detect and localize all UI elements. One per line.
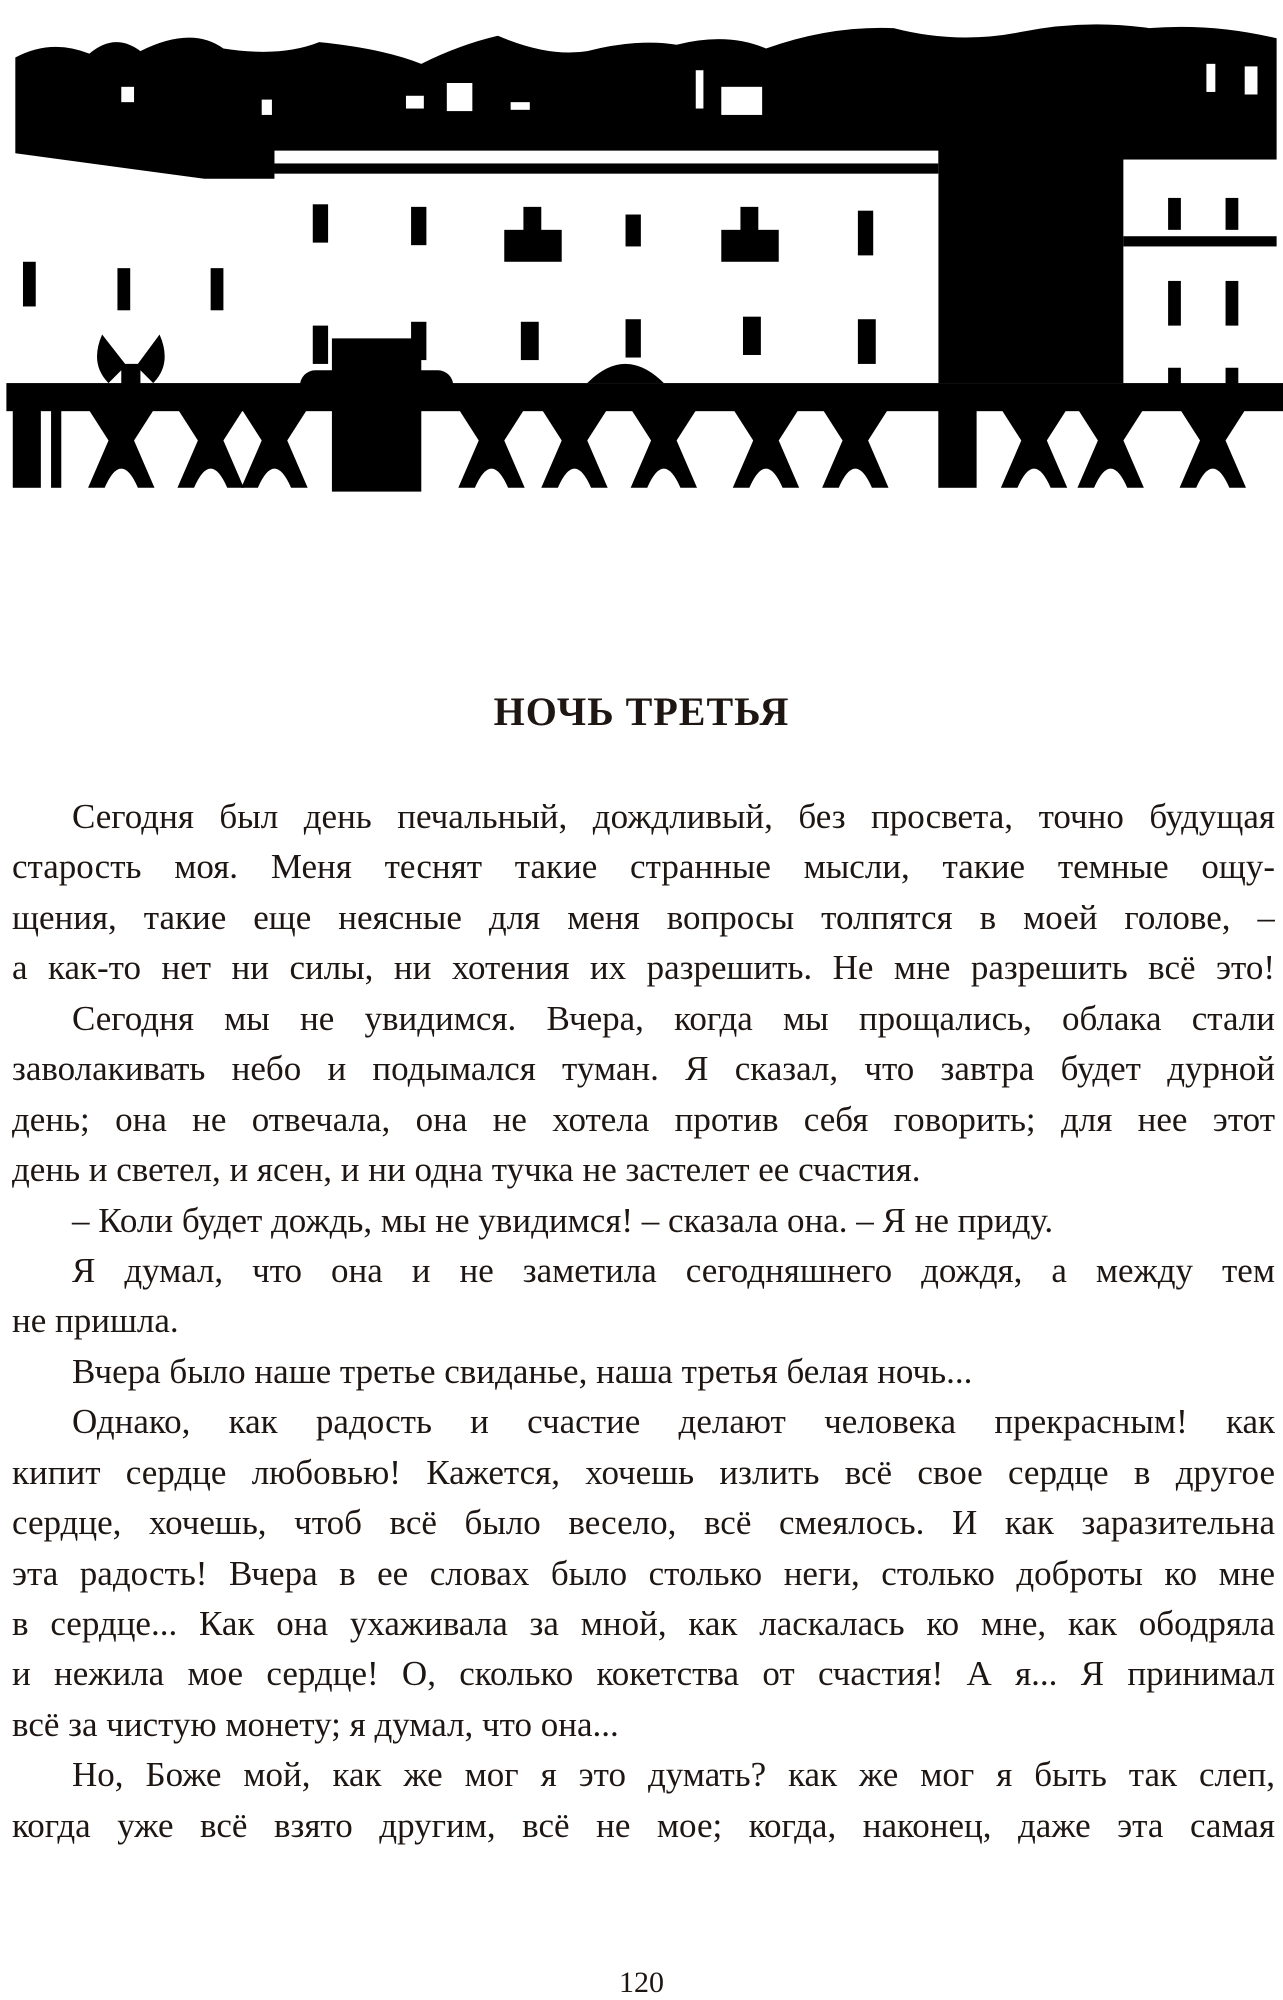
text-line: кипит сердце любовью! Кажется, хочешь излить всё свое сердце в другое bbox=[12, 1452, 1275, 1492]
baluster bbox=[458, 409, 524, 488]
text-line: эта радость! Вчера в ее словах было столько неги, столько доброты ко мне bbox=[12, 1553, 1275, 1593]
text-line: день и светел, и ясен, и ни одна тучка не застелет ее счастия. bbox=[12, 1150, 921, 1190]
left-gable bbox=[18, 179, 128, 236]
page-number: 120 bbox=[619, 1966, 664, 1999]
body-text bbox=[12, 792, 1275, 1851]
text-line: а как-то нет ни силы, ни хотения их разрешить. Не мне разрешить всё это! bbox=[12, 948, 1275, 988]
text-line: когда уже всё взято другим, всё не мое; когда, наконец, даже эта самая bbox=[12, 1805, 1275, 1845]
baluster bbox=[88, 409, 154, 488]
balusters bbox=[88, 409, 1246, 488]
baluster bbox=[631, 409, 697, 488]
text-line: день; она не отвечала, она не хотела против себя говорить; для нее этот bbox=[12, 1099, 1275, 1139]
woodcut-illustration bbox=[0, 0, 1283, 498]
text-line: всё за чистую монету; я думал, что она... bbox=[12, 1704, 619, 1744]
baluster bbox=[1077, 409, 1143, 488]
text-line: старость моя. Меня теснят такие странные мысли, такие темные ощу- bbox=[12, 847, 1275, 887]
baluster bbox=[1180, 409, 1246, 488]
baluster bbox=[822, 409, 888, 488]
baluster bbox=[177, 409, 243, 488]
balustrade-rail bbox=[6, 383, 1283, 411]
text-line: Сегодня был день печальный, дождливый, без просвета, точно будущая bbox=[72, 797, 1275, 836]
pedestal bbox=[332, 338, 421, 491]
text-line: не пришла. bbox=[12, 1301, 179, 1341]
text-line: – Коли будет дождь, мы не увидимся! – сказала она. – Я не приду. bbox=[72, 1200, 1054, 1240]
text-line: щения, такие еще неясные для меня вопросы толпятся в моей голове, – bbox=[12, 897, 1275, 937]
baluster bbox=[1001, 409, 1067, 488]
chapter-title: НОЧЬ ТРЕТЬЯ bbox=[493, 689, 790, 734]
text-line: и нежила мое сердце! О, сколько кокетства от счастия! А я... Я принимал bbox=[12, 1654, 1275, 1694]
text-line: в сердце... Как она ухаживала за мной, как ласкалась ко мне, как ободряла bbox=[12, 1604, 1275, 1643]
text-line: Однако, как радость и счастие делают человека прекрасным! как bbox=[72, 1402, 1275, 1442]
baluster bbox=[733, 409, 799, 488]
text-line: заволакивать небо и подымался туман. Я сказал, что завтра будет дурной bbox=[12, 1049, 1275, 1089]
baluster bbox=[241, 409, 307, 488]
text-line: сердце, хочешь, чтоб всё было весело, всё смеялось. И как заразительна bbox=[12, 1503, 1275, 1543]
right-building bbox=[1123, 160, 1276, 383]
text-line: Сегодня мы не увидимся. Вчера, когда мы прощались, облака стали bbox=[72, 998, 1275, 1038]
text-line: Вчера было наше третье свиданье, наша третья белая ночь... bbox=[72, 1351, 973, 1391]
text-line: Но, Боже мой, как же мог я это думать? как же мог я быть так слеп, bbox=[72, 1755, 1275, 1795]
text-line: Я думал, что она и не заметила сегодняшнего дождя, а между тем bbox=[72, 1250, 1275, 1290]
baluster bbox=[541, 409, 607, 488]
